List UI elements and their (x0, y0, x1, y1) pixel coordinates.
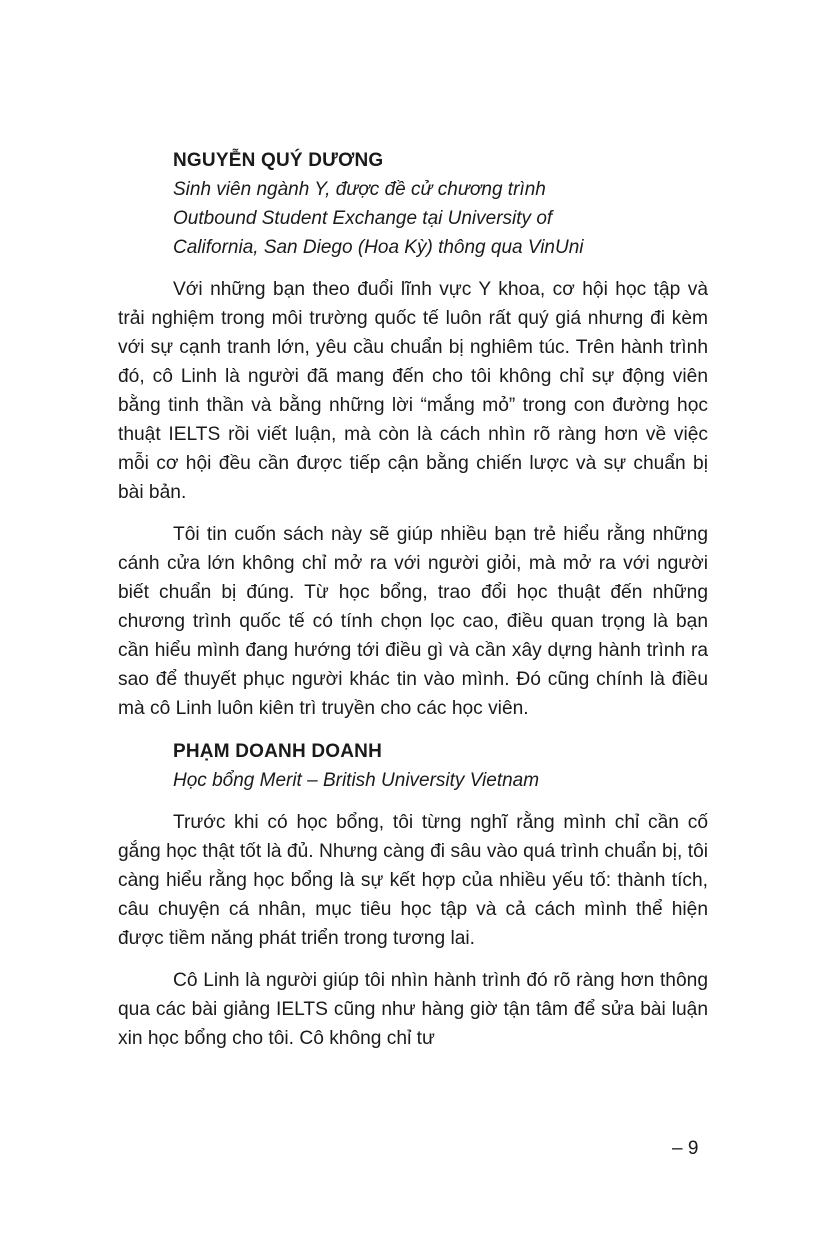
page-body (118, 146, 708, 1053)
testimonial-author-credential-line: California, San Diego (Hoa Kỳ) thông qua VinUni (173, 237, 584, 258)
testimonial-author-name: PHẠM DOANH DOANH (173, 741, 383, 762)
testimonial-author-credential-line: Outbound Student Exchange tại University of (173, 208, 553, 229)
testimonial-author-credential-line: Sinh viên ngành Y, được đề cử chương trình (173, 179, 546, 200)
testimonial-author-credential-line: Học bổng Merit – British University Vietnam (173, 770, 540, 791)
page-number: – 9 (672, 1138, 699, 1159)
testimonial-paragraph: Với những bạn theo đuổi lĩnh vực Y khoa, cơ hội học tập và trải nghiệm trong môi trường quốc tế luôn rất quý giá nhưng đi kèm với sự cạnh tranh lớn, yêu cầu chuẩn bị nghiêm túc. Trên hành trình đó, cô Linh là người đã mang đến cho tôi không chỉ sự động viên bằng tinh thần và bằng những lời “mắng mỏ” trong con đường học thuật IELTS rồi viết luận, mà còn là cách nhìn rõ ràng hơn về việc mỗi cơ hội đều cần được tiếp cận bằng chiến lược và sự chuẩn bị bài bản. (118, 279, 708, 503)
testimonial-author-name: NGUYỄN QUÝ DƯƠNG (173, 150, 384, 171)
testimonial-paragraph: Tôi tin cuốn sách này sẽ giúp nhiều bạn trẻ hiểu rằng những cánh cửa lớn không chỉ mở ra với người giỏi, mà mở ra với người biết chuẩn bị đúng. Từ học bổng, trao đổi học thuật đến những chương trình quốc tế có tính chọn lọc cao, điều quan trọng là bạn cần hiểu mình đang hướng tới điều gì và cần xây dựng hành trình ra sao để thuyết phục người khác tin vào mình. Đó cũng chính là điều mà cô Linh luôn kiên trì truyền cho các học viên. (118, 524, 708, 719)
testimonial-paragraph: Trước khi có học bổng, tôi từng nghĩ rằng mình chỉ cần cố gắng học thật tốt là đủ. Nhưng càng đi sâu vào quá trình chuẩn bị, tôi càng hiểu rằng học bổng là sự kết hợp của nhiều yếu tố: thành tích, câu chuyện cá nhân, mục tiêu học tập và cả cách mình thể hiện được tiềm năng phát triển trong tương lai. (118, 812, 708, 949)
testimonial-paragraph: Cô Linh là người giúp tôi nhìn hành trình đó rõ ràng hơn thông qua các bài giảng IELTS cũng như hàng giờ tận tâm để sửa bài luận xin học bổng cho tôi. Cô không chỉ tư (118, 970, 708, 1049)
